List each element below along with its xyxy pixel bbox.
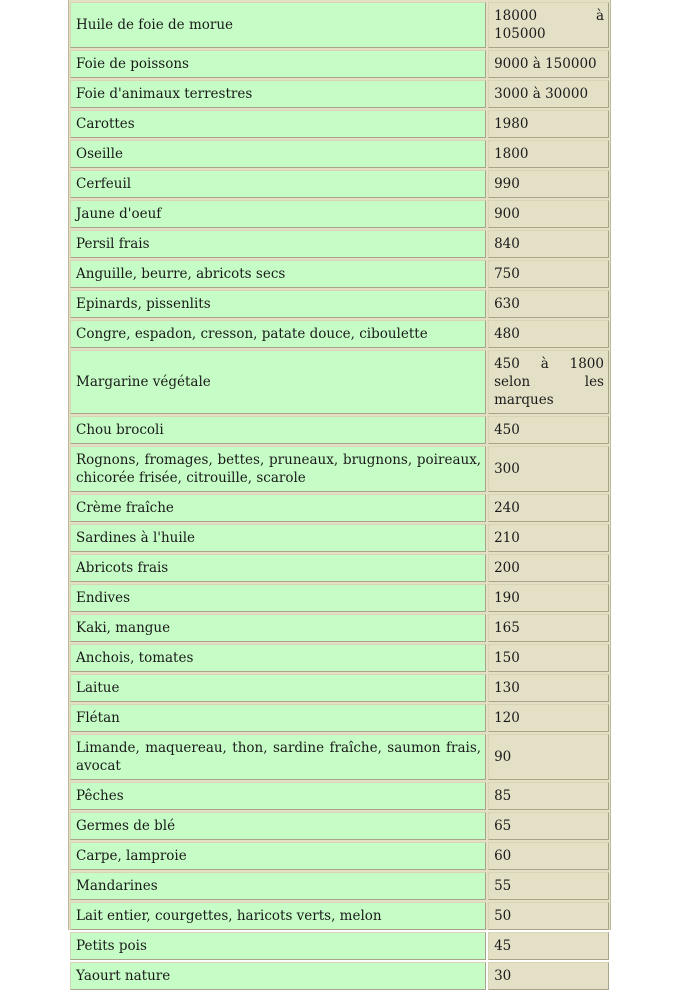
food-cell: Congre, espadon, cresson, patate douce, ciboulette [70, 320, 486, 348]
value-cell: 480 [488, 320, 609, 348]
food-cell: Laitue [70, 674, 486, 702]
value-cell: 630 [488, 290, 609, 318]
table-row [70, 902, 609, 930]
table-row [70, 446, 609, 492]
food-cell: Rognons, fromages, bettes, pruneaux, brugnons, poireaux, chicorée frisée, citrouille, scarole [70, 446, 486, 492]
table-row [70, 416, 609, 444]
food-cell: Lait entier, courgettes, haricots verts, melon [70, 902, 486, 930]
table-row [70, 320, 609, 348]
food-cell: Persil frais [70, 230, 486, 258]
value-cell: 450 [488, 416, 609, 444]
table-row [70, 170, 609, 198]
table-row [70, 842, 609, 870]
food-cell: Carpe, lamproie [70, 842, 486, 870]
table-row [70, 614, 609, 642]
value-cell: 1980 [488, 110, 609, 138]
value-cell: 990 [488, 170, 609, 198]
table-row [70, 872, 609, 900]
table-row [70, 200, 609, 228]
food-cell: Crème fraîche [70, 494, 486, 522]
food-cell: Mandarines [70, 872, 486, 900]
value-cell: 450 à 1800 selon les marques [488, 350, 609, 414]
food-cell: Oseille [70, 140, 486, 168]
value-cell: 120 [488, 704, 609, 732]
food-cell: Anchois, tomates [70, 644, 486, 672]
table-row [70, 290, 609, 318]
table-row [70, 140, 609, 168]
table-row [70, 110, 609, 138]
food-cell: Margarine végétale [70, 350, 486, 414]
value-cell: 60 [488, 842, 609, 870]
food-cell: Limande, maquereau, thon, sardine fraîche, saumon frais, avocat [70, 734, 486, 780]
food-cell: Sardines à l'huile [70, 524, 486, 552]
table-body [70, 2, 609, 990]
table-row [70, 704, 609, 732]
food-cell: Anguille, beurre, abricots secs [70, 260, 486, 288]
table-row [70, 782, 609, 810]
table-row [70, 350, 609, 414]
table-row [70, 260, 609, 288]
table-row [70, 644, 609, 672]
food-cell: Carottes [70, 110, 486, 138]
food-cell: Foie d'animaux terrestres [70, 80, 486, 108]
food-cell: Epinards, pissenlits [70, 290, 486, 318]
food-cell: Huile de foie de morue [70, 2, 486, 48]
table-row [70, 584, 609, 612]
food-cell: Germes de blé [70, 812, 486, 840]
value-cell: 190 [488, 584, 609, 612]
food-cell: Abricots frais [70, 554, 486, 582]
food-cell: Cerfeuil [70, 170, 486, 198]
table-row [70, 932, 609, 960]
food-cell: Kaki, mangue [70, 614, 486, 642]
value-cell: 130 [488, 674, 609, 702]
value-cell: 750 [488, 260, 609, 288]
food-cell: Pêches [70, 782, 486, 810]
food-cell: Flétan [70, 704, 486, 732]
table-row [70, 2, 609, 48]
value-cell: 3000 à 30000 [488, 80, 609, 108]
value-cell: 85 [488, 782, 609, 810]
table-row [70, 554, 609, 582]
value-cell: 240 [488, 494, 609, 522]
value-cell: 165 [488, 614, 609, 642]
food-cell: Endives [70, 584, 486, 612]
table-row [70, 494, 609, 522]
food-values-table [68, 0, 611, 992]
value-cell: 55 [488, 872, 609, 900]
table-row [70, 80, 609, 108]
food-cell: Foie de poissons [70, 50, 486, 78]
table-row [70, 524, 609, 552]
value-cell: 18000 à 105000 [488, 2, 609, 48]
food-cell: Jaune d'oeuf [70, 200, 486, 228]
table-row [70, 734, 609, 780]
value-cell: 45 [488, 932, 609, 960]
table-row [70, 230, 609, 258]
table-row [70, 962, 609, 990]
value-cell: 150 [488, 644, 609, 672]
value-cell: 50 [488, 902, 609, 930]
value-cell: 300 [488, 446, 609, 492]
food-cell: Petits pois [70, 932, 486, 960]
value-cell: 9000 à 150000 [488, 50, 609, 78]
value-cell: 65 [488, 812, 609, 840]
value-cell: 90 [488, 734, 609, 780]
food-cell: Chou brocoli [70, 416, 486, 444]
value-cell: 900 [488, 200, 609, 228]
value-cell: 1800 [488, 140, 609, 168]
value-cell: 210 [488, 524, 609, 552]
food-values-table-container [68, 0, 611, 984]
table-row [70, 674, 609, 702]
food-cell: Yaourt nature [70, 962, 486, 990]
table-row [70, 812, 609, 840]
value-cell: 200 [488, 554, 609, 582]
value-cell: 840 [488, 230, 609, 258]
table-row [70, 50, 609, 78]
value-cell: 30 [488, 962, 609, 990]
